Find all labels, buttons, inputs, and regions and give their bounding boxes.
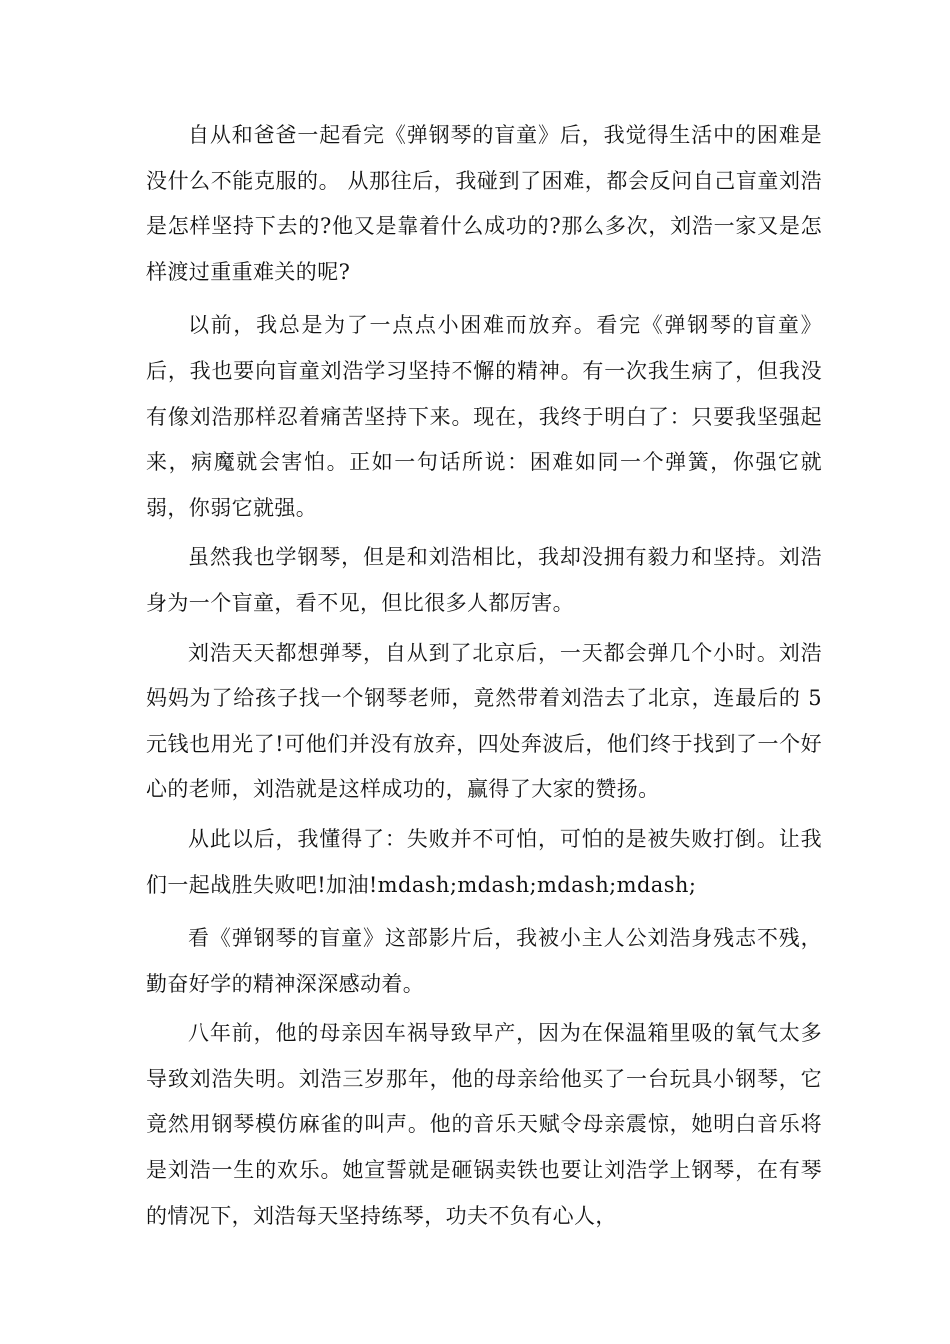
document-body: [146, 113, 822, 1239]
paragraph-1: 自从和爸爸一起看完《弹钢琴的盲童》后，我觉得生活中的困难是没什么不能克服的。 从那往后，我碰到了困难，都会反问自己盲童刘浩是怎样坚持下去的?他又是靠着什么成功的?那么多次，刘浩一家又是怎样渡过重重难关的呢?: [146, 123, 822, 284]
paragraph-2: 以前，我总是为了一点点小困难而放弃。看完《弹钢琴的盲童》后，我也要向盲童刘浩学习坚持不懈的精神。有一次我生病了，但我没有像刘浩那样忍着痛苦坚持下来。现在，我终于明白了：只要我坚强起来，病魔就会害怕。正如一句话所说：困难如同一个弹簧，你强它就弱，你弱它就强。: [146, 313, 822, 520]
paragraph-3: 虽然我也学钢琴，但是和刘浩相比，我却没拥有毅力和坚持。刘浩身为一个盲童，看不见，但比很多人都厉害。: [146, 545, 822, 615]
paragraph-6: 看《弹钢琴的盲童》这部影片后，我被小主人公刘浩身残志不残，勤奋好学的精神深深感动着。: [146, 926, 822, 996]
paragraph-4: 刘浩天天都想弹琴，自从到了北京后，一天都会弹几个小时。刘浩妈妈为了给孩子找一个钢琴老师，竟然带着刘浩去了北京，连最后的 5 元钱也用光了!可他们并没有放弃，四处奔波后，他们终于找到了一个好心的老师，刘浩就是这样成功的，赢得了大家的赞扬。: [146, 640, 822, 802]
paragraph-7: 八年前，他的母亲因车祸导致早产，因为在保温箱里吸的氧气太多导致刘浩失明。刘浩三岁那年，他的母亲给他买了一台玩具小钢琴，它竟然用钢琴模仿麻雀的叫声。他的音乐天赋令母亲震惊，她明白音乐将是刘浩一生的欢乐。她宣誓就是砸锅卖铁也要让刘浩学上钢琴，在有琴的情况下，刘浩每天坚持练琴，功夫不负有心人，: [146, 1021, 822, 1228]
paragraph-5: 从此以后，我懂得了：失败并不可怕，可怕的是被失败打倒。让我们一起战胜失败吧!加油!mdash;mdash;mdash;mdash;: [146, 826, 822, 897]
